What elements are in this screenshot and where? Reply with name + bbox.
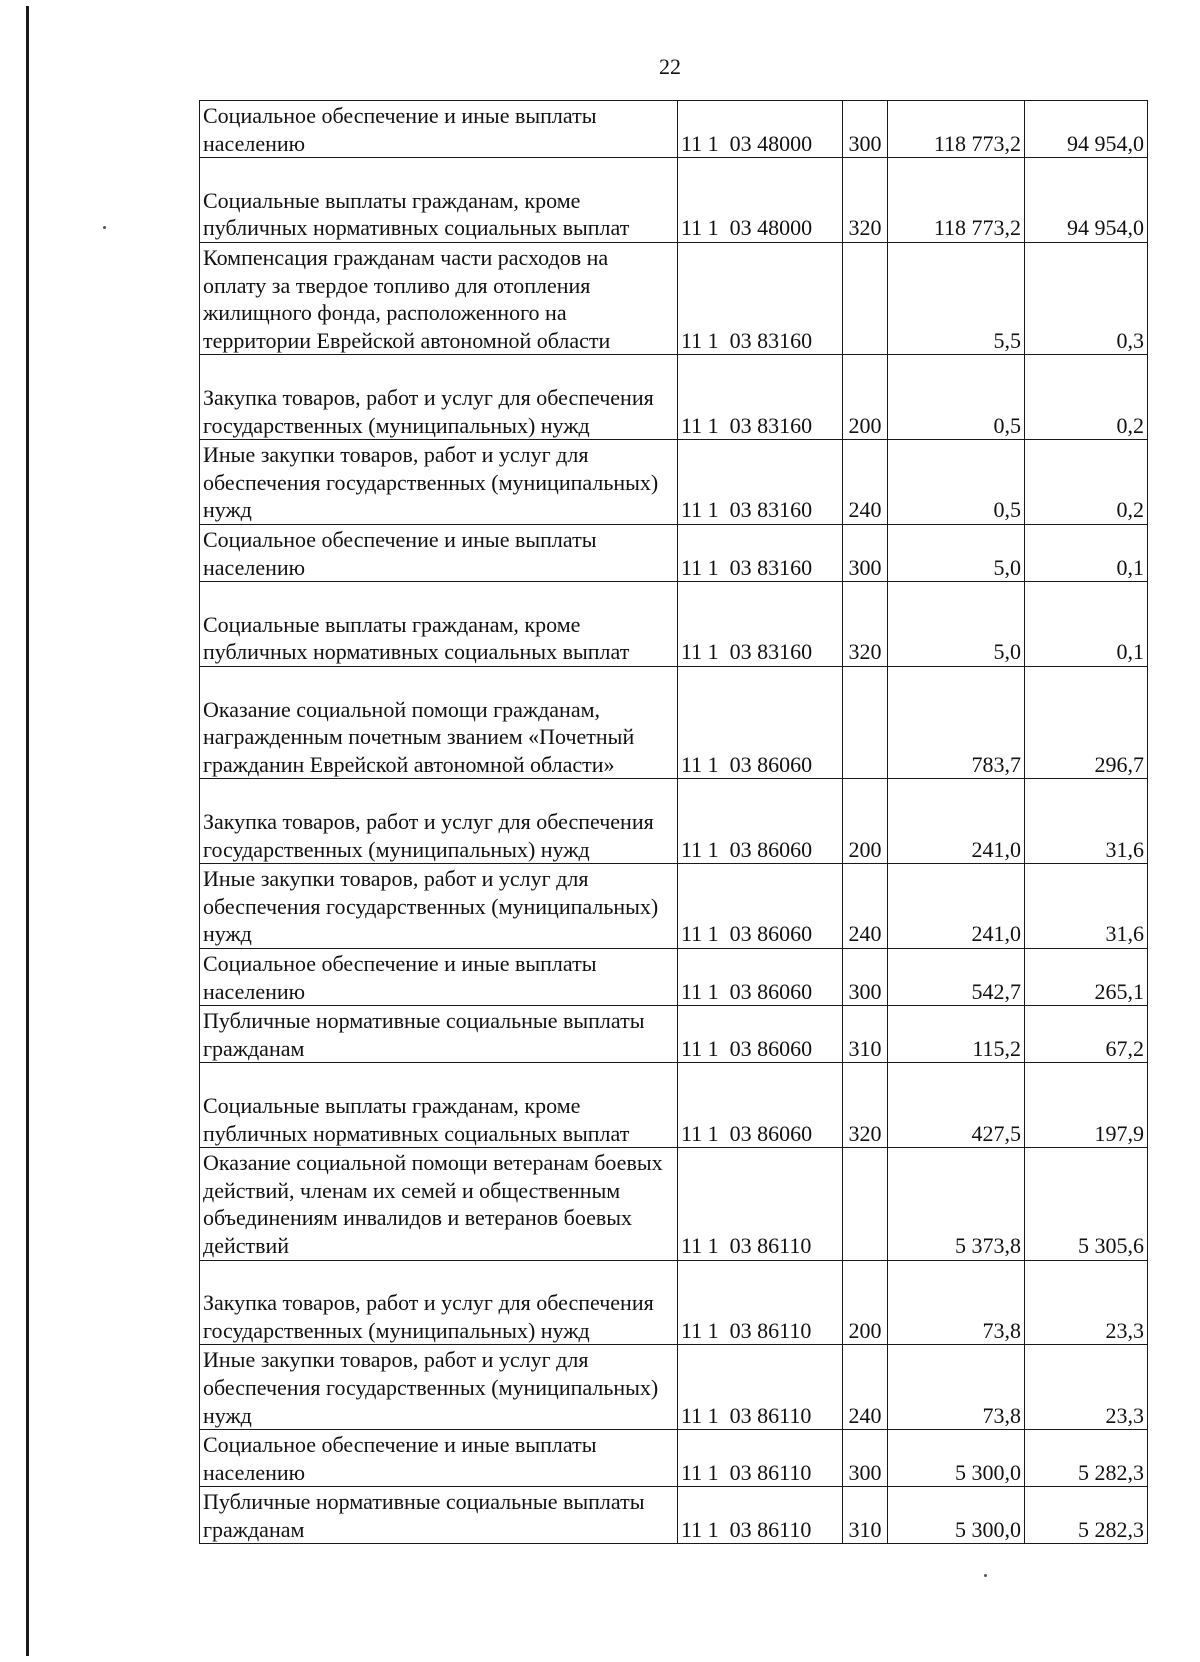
row-expense-type: 240 xyxy=(843,440,888,525)
row-planned-amount: 5,0 xyxy=(888,524,1025,581)
page-number: 22 xyxy=(659,54,681,79)
row-target-code: 11 1 03 48000 xyxy=(678,158,843,243)
row-name: Оказание социальной помощи ветеранам боевых действий, членам их семей и общественным объединениям инвалидов и ветеранов боевых действий xyxy=(200,1148,678,1260)
row-target-code: 11 1 03 86060 xyxy=(678,948,843,1005)
row-expense-type xyxy=(843,1148,888,1260)
table-row xyxy=(200,1487,1148,1544)
row-target-code: 11 1 03 86060 xyxy=(678,1006,843,1063)
table-row xyxy=(200,582,1148,667)
row-name: Компенсация гражданам части расходов на оплату за твердое топливо для отопления жилищного фонда, расположенного на территории Еврейской автономной области xyxy=(200,242,678,354)
table-row xyxy=(200,779,1148,864)
table-row xyxy=(200,666,1148,778)
table-row xyxy=(200,158,1148,243)
row-planned-amount: 5 373,8 xyxy=(888,1148,1025,1260)
row-planned-amount: 0,5 xyxy=(888,440,1025,525)
row-expense-type: 300 xyxy=(843,101,888,158)
row-name: Закупка товаров, работ и услуг для обеспечения государственных (муниципальных) нужд xyxy=(200,779,678,864)
binding-edge-line xyxy=(26,6,29,1656)
row-target-code: 11 1 03 86110 xyxy=(678,1430,843,1487)
row-expense-type: 200 xyxy=(843,779,888,864)
row-name: Социальные выплаты гражданам, кроме публичных нормативных социальных выплат xyxy=(200,582,678,667)
table-row xyxy=(200,355,1148,440)
row-actual-amount: 94 954,0 xyxy=(1025,158,1148,243)
table-row xyxy=(200,1260,1148,1345)
row-actual-amount: 23,3 xyxy=(1025,1345,1148,1430)
row-name: Публичные нормативные социальные выплаты гражданам xyxy=(200,1006,678,1063)
row-target-code: 11 1 03 86060 xyxy=(678,864,843,949)
row-expense-type: 300 xyxy=(843,1430,888,1487)
row-expense-type: 200 xyxy=(843,1260,888,1345)
row-target-code: 11 1 03 83160 xyxy=(678,524,843,581)
row-target-code: 11 1 03 86060 xyxy=(678,779,843,864)
row-planned-amount: 118 773,2 xyxy=(888,101,1025,158)
row-planned-amount: 5,5 xyxy=(888,242,1025,354)
row-planned-amount: 5 300,0 xyxy=(888,1430,1025,1487)
table-row xyxy=(200,1148,1148,1260)
row-planned-amount: 542,7 xyxy=(888,948,1025,1005)
row-actual-amount: 265,1 xyxy=(1025,948,1148,1005)
row-name: Закупка товаров, работ и услуг для обеспечения государственных (муниципальных) нужд xyxy=(200,1260,678,1345)
row-target-code: 11 1 03 86110 xyxy=(678,1345,843,1430)
row-expense-type: 310 xyxy=(843,1487,888,1544)
row-planned-amount: 783,7 xyxy=(888,666,1025,778)
row-target-code: 11 1 03 83160 xyxy=(678,242,843,354)
row-expense-type: 320 xyxy=(843,582,888,667)
scan-speck xyxy=(103,226,106,229)
row-expense-type: 300 xyxy=(843,948,888,1005)
row-expense-type: 320 xyxy=(843,1063,888,1148)
row-planned-amount: 241,0 xyxy=(888,864,1025,949)
row-actual-amount: 31,6 xyxy=(1025,864,1148,949)
row-expense-type: 320 xyxy=(843,158,888,243)
row-actual-amount: 296,7 xyxy=(1025,666,1148,778)
row-actual-amount: 0,1 xyxy=(1025,582,1148,667)
row-actual-amount: 5 282,3 xyxy=(1025,1487,1148,1544)
row-planned-amount: 5,0 xyxy=(888,582,1025,667)
row-planned-amount: 5 300,0 xyxy=(888,1487,1025,1544)
row-expense-type xyxy=(843,242,888,354)
row-planned-amount: 427,5 xyxy=(888,1063,1025,1148)
row-target-code: 11 1 03 83160 xyxy=(678,440,843,525)
row-target-code: 11 1 03 48000 xyxy=(678,101,843,158)
row-planned-amount: 118 773,2 xyxy=(888,158,1025,243)
row-expense-type xyxy=(843,666,888,778)
row-actual-amount: 94 954,0 xyxy=(1025,101,1148,158)
row-actual-amount: 31,6 xyxy=(1025,779,1148,864)
row-target-code: 11 1 03 86060 xyxy=(678,666,843,778)
row-actual-amount: 0,3 xyxy=(1025,242,1148,354)
row-actual-amount: 0,1 xyxy=(1025,524,1148,581)
row-name: Социальное обеспечение и иные выплаты населению xyxy=(200,948,678,1005)
row-planned-amount: 115,2 xyxy=(888,1006,1025,1063)
table-row xyxy=(200,948,1148,1005)
row-target-code: 11 1 03 86110 xyxy=(678,1148,843,1260)
table-row xyxy=(200,1006,1148,1063)
row-name: Социальное обеспечение и иные выплаты населению xyxy=(200,101,678,158)
table-row xyxy=(200,1345,1148,1430)
row-name: Иные закупки товаров, работ и услуг для обеспечения государственных (муниципальных) нужд xyxy=(200,1345,678,1430)
budget-table-body xyxy=(200,101,1148,1544)
row-actual-amount: 0,2 xyxy=(1025,440,1148,525)
table-row xyxy=(200,1430,1148,1487)
row-name: Публичные нормативные социальные выплаты гражданам xyxy=(200,1487,678,1544)
row-name: Социальное обеспечение и иные выплаты населению xyxy=(200,524,678,581)
row-expense-type: 240 xyxy=(843,864,888,949)
row-planned-amount: 73,8 xyxy=(888,1260,1025,1345)
row-name: Оказание социальной помощи гражданам, награжденным почетным званием «Почетный гражданин Еврейской автономной области» xyxy=(200,666,678,778)
row-target-code: 11 1 03 83160 xyxy=(678,582,843,667)
row-expense-type: 310 xyxy=(843,1006,888,1063)
row-target-code: 11 1 03 86110 xyxy=(678,1260,843,1345)
row-expense-type: 300 xyxy=(843,524,888,581)
row-target-code: 11 1 03 86110 xyxy=(678,1487,843,1544)
scan-speck xyxy=(984,1574,987,1577)
row-name: Закупка товаров, работ и услуг для обеспечения государственных (муниципальных) нужд xyxy=(200,355,678,440)
row-name: Иные закупки товаров, работ и услуг для обеспечения государственных (муниципальных) нужд xyxy=(200,440,678,525)
row-target-code: 11 1 03 83160 xyxy=(678,355,843,440)
table-row xyxy=(200,440,1148,525)
table-row xyxy=(200,242,1148,354)
row-planned-amount: 241,0 xyxy=(888,779,1025,864)
table-row xyxy=(200,101,1148,158)
row-expense-type: 200 xyxy=(843,355,888,440)
row-name: Социальные выплаты гражданам, кроме публичных нормативных социальных выплат xyxy=(200,158,678,243)
budget-table xyxy=(199,100,1148,1544)
table-row xyxy=(200,524,1148,581)
row-expense-type: 240 xyxy=(843,1345,888,1430)
table-row xyxy=(200,1063,1148,1148)
row-name: Социальные выплаты гражданам, кроме публичных нормативных социальных выплат xyxy=(200,1063,678,1148)
row-planned-amount: 0,5 xyxy=(888,355,1025,440)
row-name: Иные закупки товаров, работ и услуг для обеспечения государственных (муниципальных) нужд xyxy=(200,864,678,949)
row-planned-amount: 73,8 xyxy=(888,1345,1025,1430)
table-row xyxy=(200,864,1148,949)
row-actual-amount: 0,2 xyxy=(1025,355,1148,440)
row-actual-amount: 23,3 xyxy=(1025,1260,1148,1345)
row-actual-amount: 197,9 xyxy=(1025,1063,1148,1148)
row-actual-amount: 67,2 xyxy=(1025,1006,1148,1063)
row-name: Социальное обеспечение и иные выплаты населению xyxy=(200,1430,678,1487)
row-actual-amount: 5 282,3 xyxy=(1025,1430,1148,1487)
row-target-code: 11 1 03 86060 xyxy=(678,1063,843,1148)
row-actual-amount: 5 305,6 xyxy=(1025,1148,1148,1260)
